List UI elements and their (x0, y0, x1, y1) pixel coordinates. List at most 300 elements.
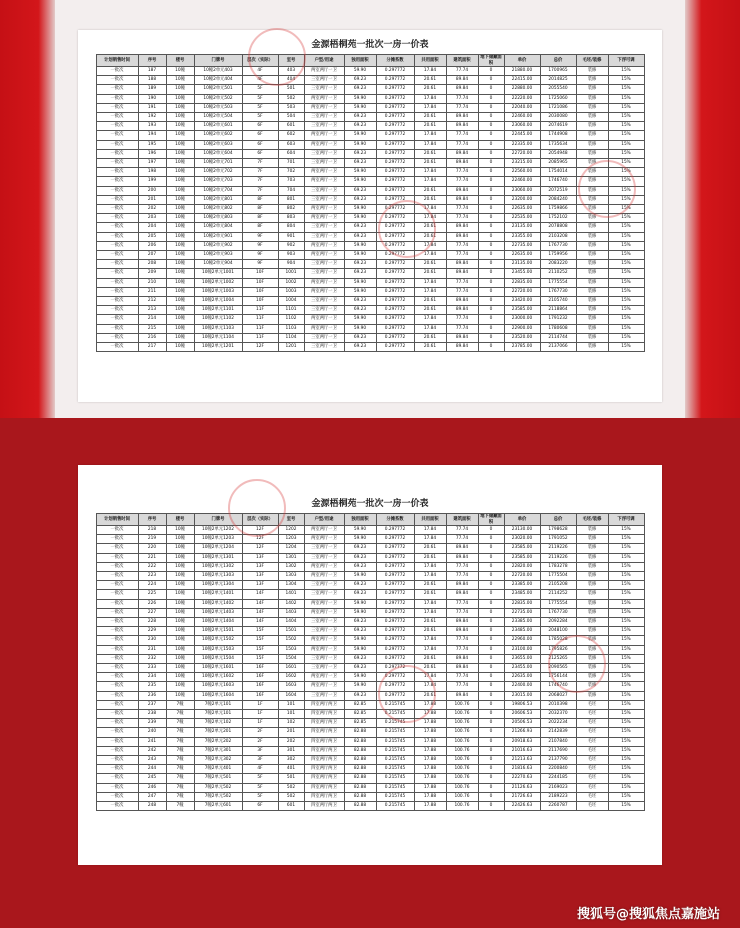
table-cell: 201 (278, 728, 304, 737)
table-cell: 两室两厅一卫 (304, 608, 344, 617)
table-cell: 10幢 (166, 168, 194, 177)
table-cell: 2030080 (540, 113, 576, 122)
table-cell: 69.23 (344, 618, 376, 627)
table-cell: 14F (242, 590, 278, 599)
table-cell: 69.23 (344, 76, 376, 85)
table-cell: 17.88 (414, 774, 446, 783)
table-cell: 15% (608, 241, 644, 250)
table-cell: 15% (608, 149, 644, 158)
table-cell: 10幢 (166, 654, 194, 663)
table-row (96, 682, 644, 691)
table-row (96, 746, 644, 755)
table-cell: 三室两厅一卫 (304, 306, 344, 315)
table-cell: 100.76 (446, 802, 478, 811)
table-cell: 4F (242, 67, 278, 76)
table-cell: 1767730 (540, 608, 576, 617)
table-cell: 220 (138, 544, 166, 553)
table-cell: 23015.00 (504, 691, 540, 700)
table-cell: 17.84 (414, 214, 446, 223)
table-cell: 2142839 (540, 728, 576, 737)
table-cell: 15F (242, 645, 278, 654)
table-cell: 10幢2单元603 (194, 140, 242, 149)
table-cell: 1504 (278, 654, 304, 663)
table-cell: 毛坯 (576, 792, 608, 801)
table-cell: 89.84 (446, 590, 478, 599)
table-cell: 一批次 (96, 113, 138, 122)
table-cell: 装修 (576, 599, 608, 608)
table-cell: 装修 (576, 544, 608, 553)
table-cell: 一批次 (96, 278, 138, 287)
table-cell: 59.90 (344, 168, 376, 177)
table-cell: 2119226 (540, 553, 576, 562)
table-cell: 0 (478, 223, 504, 232)
table-cell: 69.23 (344, 664, 376, 673)
table-cell: 0 (478, 260, 504, 269)
table-cell: 10幢 (166, 113, 194, 122)
table-row (96, 654, 644, 663)
table-cell: 212 (138, 297, 166, 306)
table-cell: 23785.00 (504, 343, 540, 352)
table-cell: 两室两厅一卫 (304, 278, 344, 287)
table-cell: 一批次 (96, 140, 138, 149)
table-cell: 100.76 (446, 792, 478, 801)
table-cell: 10幢2单元504 (194, 113, 242, 122)
table-cell: 20.61 (414, 581, 446, 590)
column-header: 地下储藏面积 (478, 55, 504, 67)
table-cell: 一批次 (96, 168, 138, 177)
table-cell: 装修 (576, 168, 608, 177)
table-cell: 装修 (576, 232, 608, 241)
table-cell: 15% (608, 774, 644, 783)
table-cell: 23485.00 (504, 590, 540, 599)
table-cell: 17.84 (414, 562, 446, 571)
table-cell: 0.297772 (376, 67, 414, 76)
table-row (96, 241, 644, 250)
table-cell: 0 (478, 122, 504, 131)
table-cell: 2137790 (540, 756, 576, 765)
table-row (96, 737, 644, 746)
table-cell: 21726.63 (504, 792, 540, 801)
table-cell: 7幢2单元502 (194, 783, 242, 792)
table-cell: 100.76 (446, 700, 478, 709)
table-cell: 22960.00 (504, 636, 540, 645)
table-cell: 10幢 (166, 572, 194, 581)
table-cell: 2260787 (540, 802, 576, 811)
table-cell: 1721086 (540, 103, 576, 112)
table-cell: 15% (608, 306, 644, 315)
table-cell: 14F (242, 599, 278, 608)
table-cell: 0 (478, 168, 504, 177)
table-cell: 189 (138, 85, 166, 94)
table-cell: 10幢 (166, 297, 194, 306)
table-cell: 0.297772 (376, 186, 414, 195)
table-cell: 15% (608, 590, 644, 599)
table-cell: 10F (242, 287, 278, 296)
table-cell: 0 (478, 691, 504, 700)
table-cell: 2074619 (540, 122, 576, 131)
table-cell: 7幢 (166, 792, 194, 801)
table-cell: 一批次 (96, 177, 138, 186)
table-cell: 0 (478, 343, 504, 352)
table-cell: 三室两厅一卫 (304, 590, 344, 599)
table-cell: 10幢 (166, 691, 194, 700)
price-sheet-2 (78, 465, 662, 865)
table-cell: 1404 (278, 618, 304, 627)
table-cell: 59.90 (344, 535, 376, 544)
table-cell: 89.84 (446, 149, 478, 158)
table-cell: 209 (138, 269, 166, 278)
table-cell: 0.297772 (376, 682, 414, 691)
table-cell: 一批次 (96, 618, 138, 627)
table-cell: 一批次 (96, 297, 138, 306)
table-cell: 69.23 (344, 691, 376, 700)
table-cell: 82.88 (344, 728, 376, 737)
table-cell: 一批次 (96, 260, 138, 269)
table-row (96, 140, 644, 149)
table-cell: 10幢2单元801 (194, 195, 242, 204)
table-cell: 77.74 (446, 324, 478, 333)
table-cell: 7幢 (166, 700, 194, 709)
table-cell: 10幢2单元1301 (194, 553, 242, 562)
table-cell: 77.74 (446, 94, 478, 103)
table-cell: 22835.00 (504, 278, 540, 287)
table-cell: 两室两厅一卫 (304, 241, 344, 250)
table-row (96, 278, 644, 287)
table-cell: 15F (242, 627, 278, 636)
table-cell: 三室两厅一卫 (304, 76, 344, 85)
table-cell: 7幢 (166, 765, 194, 774)
price-table (96, 54, 645, 352)
table-cell: 15% (608, 627, 644, 636)
table-cell: 17.88 (414, 756, 446, 765)
table-cell: 5F (242, 85, 278, 94)
table-cell: 一批次 (96, 664, 138, 673)
table-cell: 10幢 (166, 260, 194, 269)
table-cell: 404 (278, 76, 304, 85)
table-cell: 69.23 (344, 343, 376, 352)
table-cell: 245 (138, 774, 166, 783)
column-header: 门牌号 (194, 55, 242, 67)
table-cell: 23200.00 (504, 195, 540, 204)
table-cell: 10幢2单元1103 (194, 324, 242, 333)
table-cell: 四室两厅两卫 (304, 710, 344, 719)
column-header: 分摊系数 (376, 514, 414, 526)
table-cell: 20.61 (414, 333, 446, 342)
table-cell: 17.88 (414, 802, 446, 811)
table-cell: 15% (608, 103, 644, 112)
table-cell: 1725060 (540, 94, 576, 103)
table-cell: 703 (278, 177, 304, 186)
table-cell: 装修 (576, 343, 608, 352)
table-cell: 0.297772 (376, 287, 414, 296)
table-cell: 1744908 (540, 131, 576, 140)
table-cell: 两室两厅一卫 (304, 287, 344, 296)
table-cell: 237 (138, 700, 166, 709)
table-cell: 17.84 (414, 131, 446, 140)
table-cell: 10幢2单元1302 (194, 562, 242, 571)
table-cell: 0.297772 (376, 315, 414, 324)
table-cell: 1104 (278, 333, 304, 342)
table-cell: 三室两厅一卫 (304, 333, 344, 342)
table-cell: 0 (478, 103, 504, 112)
table-cell: 22270.63 (504, 774, 540, 783)
column-header: 共用面积 (414, 514, 446, 526)
table-cell: 一批次 (96, 627, 138, 636)
table-cell: 89.84 (446, 223, 478, 232)
table-cell: 23485.00 (504, 627, 540, 636)
table-cell: 10幢 (166, 186, 194, 195)
table-cell: 0.297772 (376, 241, 414, 250)
table-cell: 0 (478, 802, 504, 811)
table-row (96, 205, 644, 214)
table-cell: 504 (278, 113, 304, 122)
table-cell: 0.297772 (376, 140, 414, 149)
table-cell: 1783278 (540, 562, 576, 571)
table-cell: 15% (608, 756, 644, 765)
table-cell: 6F (242, 122, 278, 131)
table-cell: 10幢2单元1203 (194, 535, 242, 544)
table-cell: 2105208 (540, 581, 576, 590)
table-cell: 10幢 (166, 131, 194, 140)
table-cell: 毛坯 (576, 774, 608, 783)
table-cell: 0.297772 (376, 526, 414, 535)
table-cell: 15% (608, 85, 644, 94)
table-cell: 三室两厅一卫 (304, 553, 344, 562)
table-cell: 69.23 (344, 122, 376, 131)
table-cell: 401 (278, 765, 304, 774)
table-cell: 17.88 (414, 710, 446, 719)
table-cell: 17.84 (414, 682, 446, 691)
table-cell: 20.61 (414, 85, 446, 94)
table-cell: 装修 (576, 278, 608, 287)
table-cell: 一批次 (96, 581, 138, 590)
table-row (96, 94, 644, 103)
table-cell: 10幢 (166, 590, 194, 599)
table-cell: 192 (138, 113, 166, 122)
table-cell: 15% (608, 802, 644, 811)
table-cell: 装修 (576, 94, 608, 103)
table-cell: 1604 (278, 691, 304, 700)
table-cell: 69.23 (344, 260, 376, 269)
table-cell: 四室两厅两卫 (304, 756, 344, 765)
table-cell: 两室两厅一卫 (304, 682, 344, 691)
table-cell: 两室两厅一卫 (304, 103, 344, 112)
table-cell: 7幢2单元201 (194, 728, 242, 737)
table-cell: 一批次 (96, 103, 138, 112)
table-cell: 0.215745 (376, 700, 414, 709)
table-cell: 一批次 (96, 535, 138, 544)
table-cell: 1795826 (540, 645, 576, 654)
table-cell: 0 (478, 94, 504, 103)
table-cell: 22720.00 (504, 572, 540, 581)
table-cell: 216 (138, 333, 166, 342)
table-row (96, 333, 644, 342)
table-cell: 0.297772 (376, 269, 414, 278)
table-cell: 10幢 (166, 673, 194, 682)
table-cell: 10幢 (166, 287, 194, 296)
table-cell: 17.84 (414, 241, 446, 250)
table-row (96, 113, 644, 122)
table-cell: 69.23 (344, 159, 376, 168)
table-cell: 2072519 (540, 186, 576, 195)
table-cell: 2110252 (540, 269, 576, 278)
table-cell: 20.61 (414, 223, 446, 232)
table-cell: 23100.00 (504, 645, 540, 654)
table-cell: 69.23 (344, 269, 376, 278)
table-cell: 0 (478, 131, 504, 140)
table-cell: 10幢 (166, 544, 194, 553)
table-cell: 15% (608, 746, 644, 755)
table-cell: 一批次 (96, 792, 138, 801)
table-cell: 82.88 (344, 765, 376, 774)
table-row (96, 562, 644, 571)
table-cell: 59.90 (344, 278, 376, 287)
table-row (96, 287, 644, 296)
table-cell: 15% (608, 324, 644, 333)
table-cell: 7幢2单元102 (194, 719, 242, 728)
table-cell: 10幢2单元502 (194, 94, 242, 103)
table-cell: 3F (242, 746, 278, 755)
table-cell: 15% (608, 544, 644, 553)
table-cell: 23355.00 (504, 232, 540, 241)
table-cell: 10幢 (166, 315, 194, 324)
table-cell: 59.90 (344, 214, 376, 223)
table-cell: 一批次 (96, 205, 138, 214)
table-cell: 59.90 (344, 94, 376, 103)
table-row (96, 783, 644, 792)
table-cell: 23455.00 (504, 664, 540, 673)
table-cell: 701 (278, 159, 304, 168)
table-cell: 一批次 (96, 122, 138, 131)
table-cell: 77.74 (446, 205, 478, 214)
column-header: 楼号 (166, 55, 194, 67)
table-cell: 0.297772 (376, 103, 414, 112)
table-cell: 10幢2单元1501 (194, 627, 242, 636)
table-cell: 1401 (278, 590, 304, 599)
table-cell: 17.84 (414, 103, 446, 112)
table-cell: 一批次 (96, 719, 138, 728)
table-cell: 两室两厅一卫 (304, 94, 344, 103)
table-cell: 装修 (576, 269, 608, 278)
table-cell: 一批次 (96, 691, 138, 700)
table-cell: 17.88 (414, 746, 446, 755)
table-cell: 21880.00 (504, 67, 540, 76)
table-cell: 2085965 (540, 159, 576, 168)
table-cell: 0 (478, 682, 504, 691)
table-cell: 0.297772 (376, 654, 414, 663)
table-cell: 装修 (576, 214, 608, 223)
table-cell: 902 (278, 241, 304, 250)
table-row (96, 214, 644, 223)
table-cell: 59.90 (344, 572, 376, 581)
table-cell: 0 (478, 562, 504, 571)
table-cell: 77.74 (446, 103, 478, 112)
table-cell: 4F (242, 76, 278, 85)
table-cell: 20.61 (414, 269, 446, 278)
table-cell: 1767730 (540, 287, 576, 296)
table-cell: 210 (138, 278, 166, 287)
table-cell: 一批次 (96, 526, 138, 535)
table-cell: 604 (278, 149, 304, 158)
table-cell: 21266.93 (504, 728, 540, 737)
table-cell: 15% (608, 599, 644, 608)
table-cell: 20506.53 (504, 719, 540, 728)
table-cell: 三室两厅一卫 (304, 581, 344, 590)
table-cell: 0 (478, 792, 504, 801)
table-cell: 2083220 (540, 260, 576, 269)
table-cell: 0.297772 (376, 94, 414, 103)
table-cell: 0 (478, 333, 504, 342)
table-cell: 15% (608, 618, 644, 627)
table-cell: 0 (478, 205, 504, 214)
table-cell: 0.297772 (376, 76, 414, 85)
table-cell: 194 (138, 131, 166, 140)
table-cell: 17.84 (414, 140, 446, 149)
table-cell: 0 (478, 159, 504, 168)
table-cell: 69.23 (344, 186, 376, 195)
table-cell: 69.23 (344, 306, 376, 315)
table-cell: 20.61 (414, 544, 446, 553)
column-header: 序号 (138, 55, 166, 67)
table-cell: 1791052 (540, 535, 576, 544)
table-cell: 0.297772 (376, 590, 414, 599)
table-cell: 1301 (278, 553, 304, 562)
table-cell: 三室两厅一卫 (304, 232, 344, 241)
table-cell: 1735634 (540, 140, 576, 149)
table-cell: 7F (242, 186, 278, 195)
table-cell: 一批次 (96, 756, 138, 765)
table-cell: 7幢2单元202 (194, 737, 242, 746)
table-row (96, 315, 644, 324)
price-table (96, 513, 645, 811)
table-cell: 901 (278, 232, 304, 241)
table-cell: 0.297772 (376, 205, 414, 214)
table-cell: 69.23 (344, 562, 376, 571)
table-cell: 11F (242, 306, 278, 315)
table-cell: 10幢2单元403 (194, 67, 242, 76)
table-cell: 15% (608, 654, 644, 663)
table-cell: 230 (138, 636, 166, 645)
table-cell: 装修 (576, 636, 608, 645)
table-cell: 1756144 (540, 673, 576, 682)
table-cell: 10幢2单元901 (194, 232, 242, 241)
column-header: 单价 (504, 514, 540, 526)
table-cell: 毛坯 (576, 728, 608, 737)
table-cell: 101 (278, 710, 304, 719)
table-cell: 59.90 (344, 103, 376, 112)
table-cell: 20.61 (414, 122, 446, 131)
table-cell: 10幢 (166, 76, 194, 85)
table-cell: 7幢 (166, 737, 194, 746)
table-cell: 17.84 (414, 177, 446, 186)
table-cell: 四室两厅两卫 (304, 737, 344, 746)
table-cell: 100.76 (446, 774, 478, 783)
table-cell: 239 (138, 719, 166, 728)
column-header: 毛坯/装修 (576, 514, 608, 526)
table-cell: 77.74 (446, 278, 478, 287)
table-cell: 2114252 (540, 590, 576, 599)
table-cell: 15% (608, 159, 644, 168)
table-cell: 15% (608, 205, 644, 214)
table-cell: 装修 (576, 691, 608, 700)
table-cell: 89.84 (446, 76, 478, 85)
table-cell: 234 (138, 673, 166, 682)
table-cell: 22335.00 (504, 140, 540, 149)
table-cell: 17.84 (414, 645, 446, 654)
table-cell: 1759956 (540, 251, 576, 260)
table-cell: 77.74 (446, 682, 478, 691)
table-cell: 一批次 (96, 802, 138, 811)
